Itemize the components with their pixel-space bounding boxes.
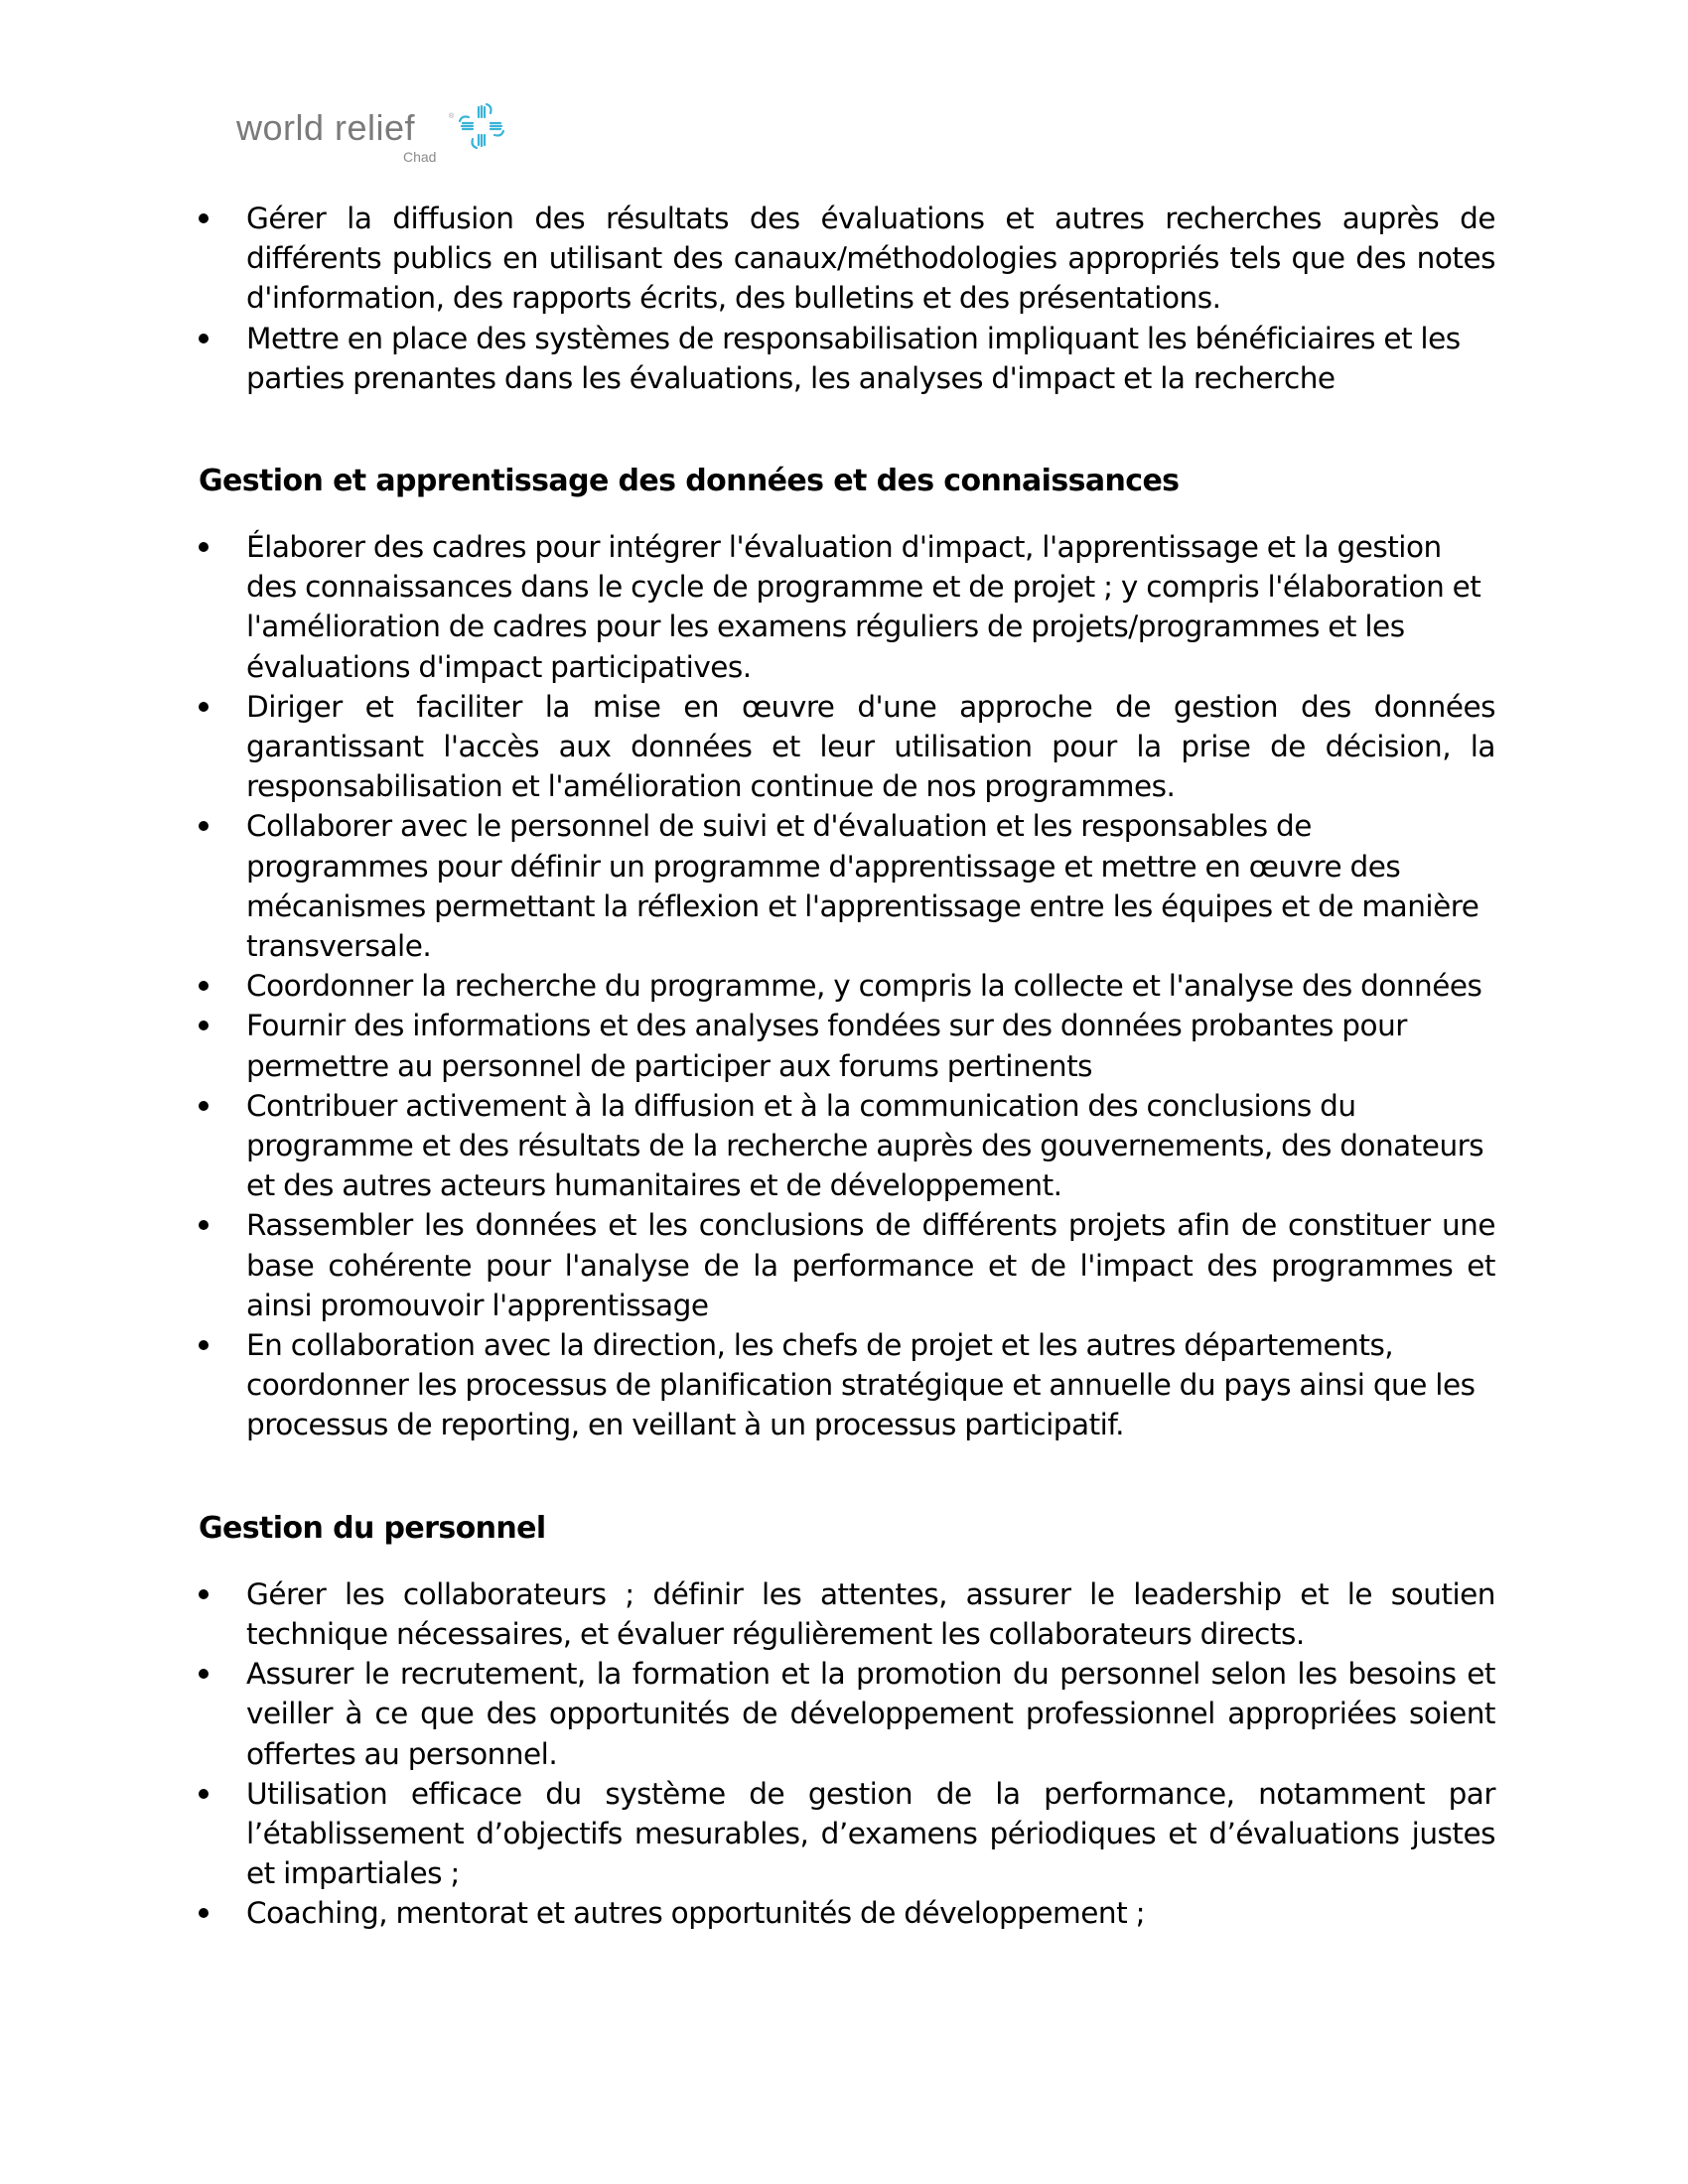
document-body: [199, 199, 1495, 1934]
list-item: Gérer les collaborateurs ; définir les attentes, assurer le leadership et le soutien technique nécessaires, et évaluer régulièrement les collaborateurs directs.: [199, 1574, 1495, 1654]
bullet-icon: [199, 981, 209, 991]
bullet-icon: [199, 702, 209, 712]
list-item: Gérer la diffusion des résultats des évaluations et autres recherches auprès de différents publics en utilisant des canaux/méthodologies appropriés tels que des notes d'information, des rapports écrits, des bulletins et des présentations.: [199, 199, 1495, 319]
list-item: Fournir des informations et des analyses fondées sur des données probantes pour permettre au personnel de participer aux forums pertinents: [199, 1006, 1495, 1085]
list-item: Contribuer activement à la diffusion et à la communication des conclusions du programme et des résultats de la recherche auprès des gouvernements, des donateurs et des autres acteurs humanitaires et de développement.: [199, 1086, 1495, 1206]
bullet-icon: [199, 1789, 209, 1799]
bullet-icon: [199, 542, 209, 552]
section-heading-staff-management: Gestion du personnel: [199, 1510, 546, 1546]
bullet-icon: [199, 1669, 209, 1679]
bullet-icon: [199, 213, 209, 223]
logo-wordmark: world relief: [236, 107, 416, 148]
bullet-icon: [199, 1101, 209, 1111]
list-item: Mettre en place des systèmes de responsabilisation impliquant les bénéficiaires et les parties prenantes dans les évaluations, les analyses d'impact et la recherche: [199, 319, 1495, 398]
section-heading-data-knowledge: Gestion et apprentissage des données et des connaissances: [199, 464, 1180, 499]
list-item: Coordonner la recherche du programme, y compris la collecte et l'analyse des données: [199, 966, 1495, 1006]
list-item: Coaching, mentorat et autres opportunités de développement ;: [199, 1893, 1495, 1933]
world-relief-hands-icon: [457, 101, 506, 151]
list-item: En collaboration avec la direction, les chefs de projet et les autres départements, coordonner les processus de planification stratégique et annuelle du pays ainsi que les processus de reporting, en veillant à un processus participatif.: [199, 1325, 1495, 1445]
bullet-icon: [199, 1220, 209, 1230]
bullet-icon: [199, 1021, 209, 1030]
list-item: Élaborer des cadres pour intégrer l'évaluation d'impact, l'apprentissage et la gestion des connaissances dans le cycle de programme et de projet ; y compris l'élaboration et l'amélioration de cadres pour les examens réguliers de projets/programmes et les évaluations d'impact participatives.: [199, 527, 1495, 687]
bullet-icon: [199, 334, 209, 343]
logo-registered-mark: ®: [449, 113, 455, 120]
list-item: Diriger et faciliter la mise en œuvre d'une approche de gestion des données garantissant l'accès aux données et leur utilisation pour la prise de décision, la responsabilisation et l'amélioration continue de nos programmes.: [199, 687, 1495, 807]
bullet-icon: [199, 1908, 209, 1918]
list-item: Collaborer avec le personnel de suivi et d'évaluation et les responsables de programmes pour définir un programme d'apprentissage et mettre en œuvre des mécanismes permettant la réflexion et l'apprentissage entre les équipes et de manière transversale.: [199, 806, 1495, 966]
staff-management-bullet-list: [199, 1574, 1495, 1934]
list-item: Rassembler les données et les conclusions de différents projets afin de constituer une base cohérente pour l'analyse de la performance et de l'impact des programmes et ainsi promouvoir l'apprentissage: [199, 1205, 1495, 1325]
intro-bullet-list: [199, 199, 1495, 398]
bullet-icon: [199, 821, 209, 831]
list-item: Utilisation efficace du système de gestion de la performance, notamment par l’établissement d’objectifs mesurables, d’examens périodiques et d’évaluations justes et impartiales ;: [199, 1774, 1495, 1894]
bullet-icon: [199, 1589, 209, 1599]
bullet-icon: [199, 1340, 209, 1350]
world-relief-logo: [236, 99, 534, 169]
logo-subtitle: Chad: [403, 149, 437, 165]
list-item: Assurer le recrutement, la formation et la promotion du personnel selon les besoins et veiller à ce que des opportunités de développement professionnel appropriées soient offertes au personnel.: [199, 1654, 1495, 1774]
data-knowledge-bullet-list: [199, 527, 1495, 1445]
